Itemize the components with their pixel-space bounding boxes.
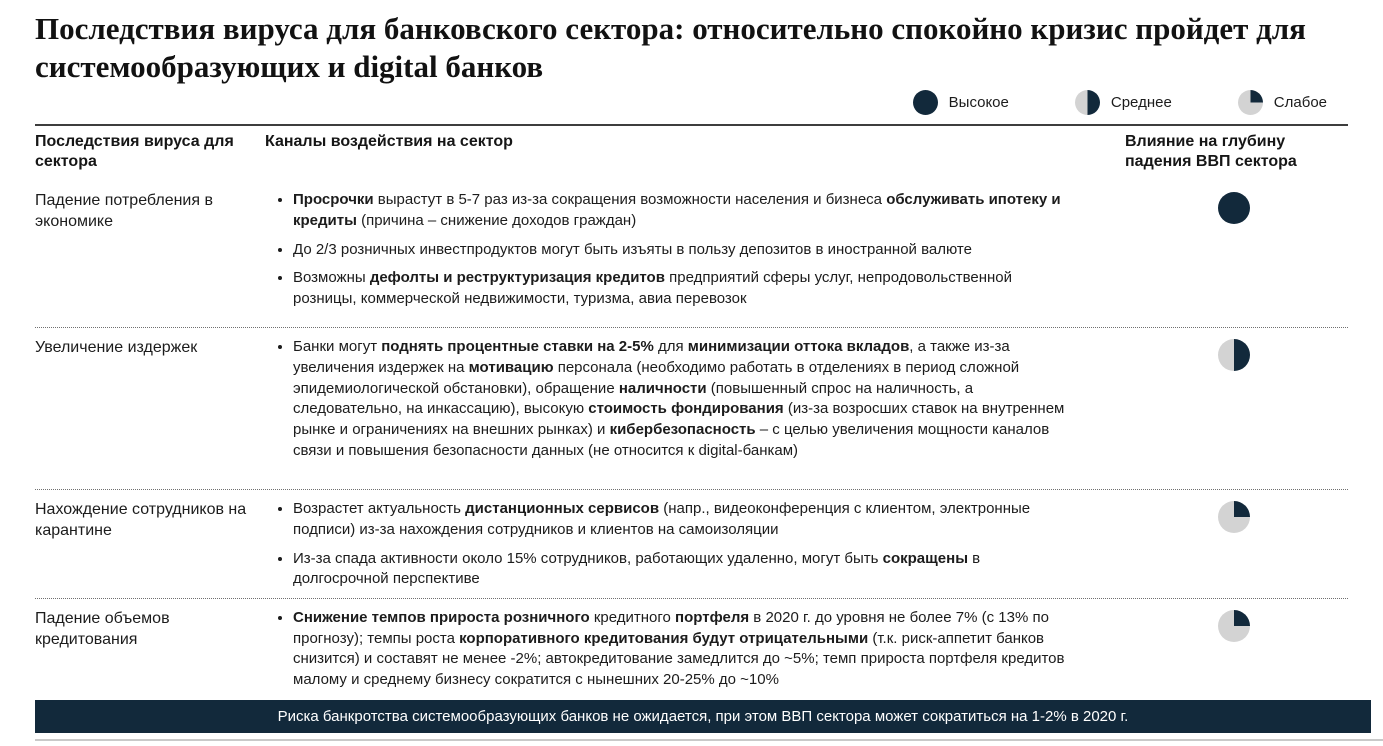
impact-cell — [1090, 499, 1348, 598]
column-header-channels: Каналы воздействия на сектор — [265, 132, 513, 150]
impact-medium-icon — [1218, 339, 1250, 371]
legend-label: Слабое — [1273, 94, 1327, 112]
impact-table — [35, 124, 1348, 714]
column-header-consequences: Последствия вируса для сектора — [35, 132, 234, 171]
row-label: Нахождение сотрудников на карантине — [35, 501, 247, 540]
impact-legend — [0, 88, 1327, 118]
impact-cell — [1090, 337, 1348, 489]
bullet-item: • Из-за спада активности около 15% сотрудников, работающих удаленно, могут быть сокращены в долгосрочной перспективе — [293, 549, 1076, 590]
bullet-item: • Возможны дефолты и реструктуризация кредитов предприятий сферы услуг, непродовольственной розницы, коммерческой недвижимости, туризма, авиа перевозок — [293, 268, 1076, 309]
footer-banner — [35, 700, 1371, 733]
row-bullets — [265, 190, 1090, 327]
impact-medium-icon — [1075, 90, 1100, 115]
footer-note: Риска банкротства системообразующих банков не ожидается, при этом ВВП сектора может сократиться на 1-2% в 2020 г. — [277, 708, 1129, 725]
impact-high-icon — [913, 90, 938, 115]
legend-item — [1238, 90, 1327, 115]
bullet-item: • До 2/3 розничных инвестпродуктов могут быть изъяты в пользу депозитов в иностранной валюте — [293, 240, 1076, 261]
table-row — [35, 181, 1348, 327]
legend-item — [1075, 90, 1172, 115]
table-row — [35, 327, 1348, 489]
row-label: Падение потребления в экономике — [35, 192, 213, 231]
table-row — [35, 489, 1348, 598]
impact-cell — [1090, 190, 1348, 327]
row-bullets — [265, 337, 1090, 489]
row-label: Увеличение издержек — [35, 339, 198, 357]
bullet-item: • Снижение темпов прироста розничного кредитного портфеля в 2020 г. до уровня не более 7% (с 13% по прогнозу); темпы роста корпоративного кредитования будут отрицательными (т.к. риск-аппетит банков снизится) и составят не менее -2%; автокредитование замедлится до ~5%; темп прироста портфеля кредитов малому и среднему бизнесу сократится с нынешних 20-25% до ~10% — [293, 608, 1076, 691]
impact-weak-icon — [1218, 610, 1250, 642]
bullet-item: • Возрастет актуальность дистанционных сервисов (напр., видеоконференция с клиентом, электронные подписи) из-за нахождения сотрудников и клиентов на самоизоляции — [293, 499, 1076, 540]
table-header-row — [35, 124, 1348, 182]
impact-cell — [1090, 608, 1348, 714]
legend-label: Среднее — [1110, 94, 1172, 112]
table-row — [35, 598, 1348, 714]
legend-label: Высокое — [948, 94, 1009, 112]
impact-weak-icon — [1218, 501, 1250, 533]
impact-high-icon — [1218, 192, 1250, 224]
row-label: Падение объемов кредитования — [35, 609, 170, 649]
row-bullets — [265, 608, 1090, 714]
table-body — [35, 181, 1348, 714]
row-bullets — [265, 499, 1090, 598]
impact-weak-icon — [1238, 90, 1263, 115]
bullet-item: • Банки могут поднять процентные ставки на 2-5% для минимизации оттока вкладов, а также из-за увеличения издержек на мотивацию персонала (необходимо работать в отделениях в период сложной эпидемиологической обстановки), обращение наличности (повышенный спрос на наличность, а следовательно, на инкассацию), высокую стоимость фондирования (из-за возросших ставок на внутреннем рынке и ограничениях на внешних рынках) и кибербезопасность – с целью увеличения мощности каналов связи и повышения безопасности данных (не относится к digital-банкам) — [293, 337, 1076, 461]
column-header-impact: Влияние на глубину падения ВВП сектора — [1125, 132, 1297, 171]
footer-underline — [35, 739, 1383, 741]
bullet-item: • Просрочки вырастут в 5-7 раз из-за сокращения возможности населения и бизнеса обслуживать ипотеку и кредиты (причина – снижение доходов граждан) — [293, 190, 1076, 231]
page-title: Последствия вируса для банковского сектора: относительно спокойно кризис пройдет для системообразующих и digital банков — [35, 11, 1306, 84]
legend-item — [913, 90, 1009, 115]
